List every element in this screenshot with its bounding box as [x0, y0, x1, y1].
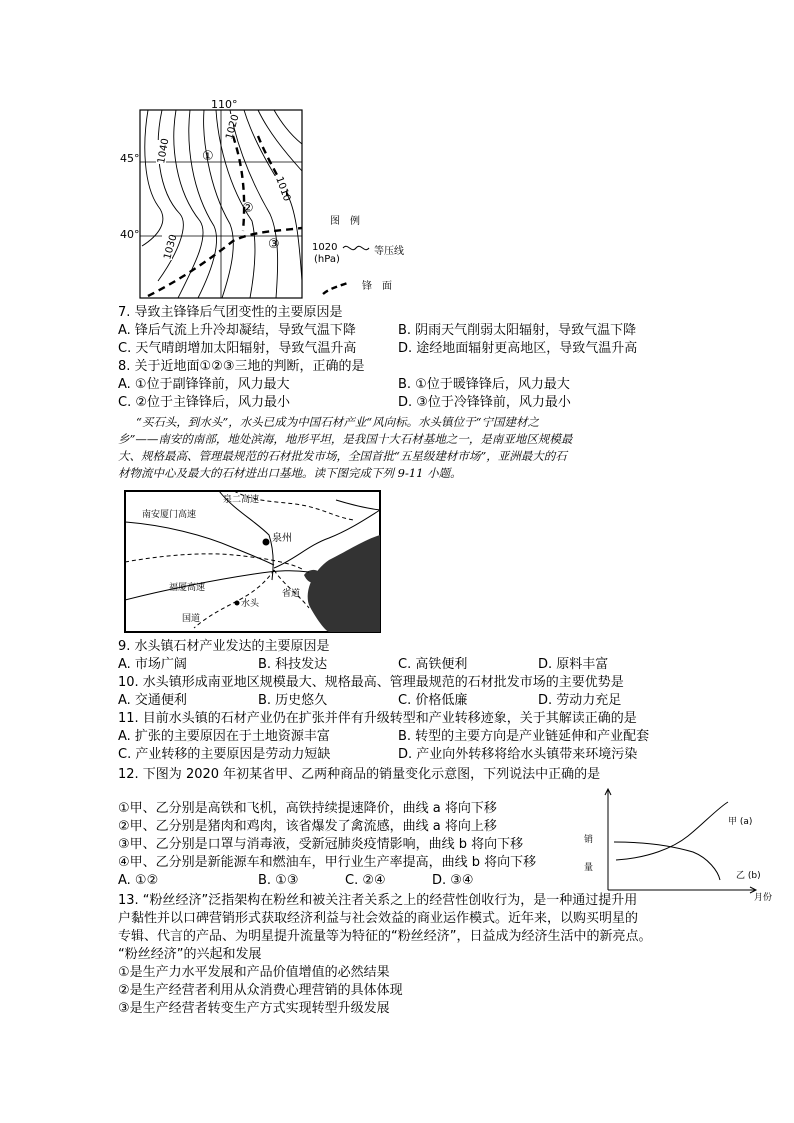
q10-option-c: C. 价格低廉	[398, 693, 468, 708]
shuitou-dot	[235, 601, 240, 606]
q7-option-a: A. 锋后气流上升冷却凝结，导致气温下降	[118, 323, 356, 338]
isobar-1040-label: 1040	[156, 137, 172, 165]
curve-a	[616, 802, 728, 860]
q13-line-4: “粉丝经济”的兴起和发展	[118, 947, 262, 962]
lat-40-label: 40°	[120, 228, 140, 241]
passage-line-3: 大、规格最高、管理最规范的石材批发市场，全国首批“五星级建材市场”，亚洲最大的石	[118, 449, 567, 463]
q12-option-b: B. ①③	[258, 873, 299, 888]
q12-option-c: C. ②④	[345, 873, 386, 888]
q7-option-d: D. 途经地面辐射更高地区，导致气温升高	[398, 341, 638, 356]
label-nan-xia-highway: 南安厦门高速	[142, 510, 197, 520]
isobar-1010-label: 1010	[273, 175, 293, 203]
longitude-label: 110°	[211, 98, 238, 111]
sales-chart	[578, 786, 778, 902]
legend-isobar-symbol	[343, 246, 369, 249]
q12-statement-1: ①甲、乙分别是高铁和飞机，高铁持续提速降价，曲线 a 将向下移	[118, 801, 497, 816]
label-provincial-road: 省道	[282, 589, 301, 599]
chart-ylabel-1: 销	[584, 835, 594, 845]
legend-isobar-text: 等压线	[374, 246, 404, 257]
q8-stem: 8. 关于近地面①②③三地的判断，正确的是	[118, 359, 365, 374]
q11-option-a: A. 扩张的主要原因在于土地资源丰富	[118, 729, 330, 744]
q12-statement-3: ③甲、乙分别是口罩与消毒液，受新冠肺炎疫情影响，曲线 b 将向下移	[118, 837, 524, 852]
q8-option-b: B. ①位于暖锋锋后，风力最大	[398, 377, 570, 392]
road-map-figure	[124, 490, 382, 634]
passage-line-2: 乡”——南安的南部，地处滨海，地形平坦，是我国十大石材基地之一，是南亚地区规模最	[118, 432, 573, 446]
curve-b-label: 乙 (b)	[736, 871, 761, 881]
q8-option-c: C. ②位于主锋锋后，风力最小	[118, 395, 290, 410]
label-shuitou: 水头	[241, 599, 260, 609]
q11-option-d: D. 产业向外转移将给水头镇带来环境污染	[398, 747, 638, 762]
q13-statement-3: ③是生产经营者转变生产方式实现转型升级发展	[118, 1001, 390, 1016]
q10-option-a: A. 交通便利	[118, 693, 187, 708]
q9-option-a: A. 市场广阔	[118, 657, 187, 672]
q13-line-3: 专辑、代言的产品、为明星提升流量等为特征的“粉丝经济”，日益成为经济生活中的新亮点。	[118, 929, 652, 944]
quanzhou-dot	[263, 539, 270, 546]
q12-statement-2: ②甲、乙分别是猪肉和鸡肉，该省爆发了禽流感，曲线 a 将向上移	[118, 819, 497, 834]
q12-option-a: A. ①②	[118, 873, 159, 888]
curve-a-label: 甲 (a)	[728, 817, 753, 827]
q11-option-b: B. 转型的主要方向是产业链延伸和产业配套	[398, 729, 650, 744]
main-front-line	[233, 136, 244, 231]
q13-statement-1: ①是生产力水平发展和产品价值增值的必然结果	[118, 965, 390, 980]
label-fu-xia-highway: 福厦高速	[169, 583, 206, 593]
q7-option-c: C. 天气晴朗增加太阳辐射，导致气温升高	[118, 341, 357, 356]
curve-b	[614, 842, 720, 880]
q9-option-c: C. 高铁便利	[398, 657, 468, 672]
q12-statement-4: ④甲、乙分别是新能源车和燃油车，甲行业生产率提高，曲线 b 将向下移	[118, 855, 537, 870]
q11-option-c: C. 产业转移的主要原因是劳动力短缺	[118, 747, 331, 762]
q9-option-d: D. 原料丰富	[538, 657, 609, 672]
q13-statement-2: ②是生产经营者利用从众消费心理营销的具体体现	[118, 983, 403, 998]
passage-line-1: “买石头，到水头”，水头已成为中国石材产业“风向标。水头镇位于“宁国建材之	[136, 415, 540, 429]
q12-option-d: D. ③④	[432, 873, 474, 888]
q8-option-d: D. ③位于冷锋锋前，风力最小	[398, 395, 571, 410]
label-quan-er-highway: 泉二高速	[223, 495, 260, 505]
q7-stem: 7. 导致主锋锋后气团变性的主要原因是	[118, 305, 343, 320]
legend-front-text: 锋 面	[362, 281, 392, 292]
legend-title: 图 例	[330, 216, 360, 227]
chart-ylabel-2: 量	[584, 863, 594, 873]
q13-line-2: 户黏性并以口碑营销形式获取经济利益与社会效益的商业运作模式。近年来，以购买明星的	[118, 911, 639, 926]
q7-option-b: B. 阴雨天气削弱太阳辐射，导致气温下降	[398, 323, 637, 338]
chart-xlabel: 月份	[754, 893, 773, 902]
point-2-marker: ②	[242, 201, 254, 216]
legend-isobar-unit: (hPa)	[314, 254, 340, 265]
lat-45-label: 45°	[120, 152, 140, 165]
point-1-marker: ①	[202, 149, 214, 164]
isobar-1020-label: 1020	[224, 113, 242, 141]
q9-stem: 9. 水头镇石材产业发达的主要原因是	[118, 639, 330, 654]
q8-option-a: A. ①位于副锋锋前，风力最大	[118, 377, 290, 392]
q11-stem: 11. 目前水头镇的石材产业仍在扩张并伴有升级转型和产业转移迹象，关于其解读正确的是	[118, 711, 637, 726]
q10-option-b: B. 历史悠久	[258, 693, 328, 708]
q13-line-1: 13. “粉丝经济”泛指架构在粉丝和被关注者关系之上的经营性创收行为，是一种通过提升用	[118, 893, 638, 908]
label-quanzhou: 泉州	[272, 533, 292, 544]
reading-passage	[118, 414, 670, 482]
passage-line-4: 材物流中心及最大的石材进出口基地。读下图完成下列 9-11 小题。	[118, 466, 462, 480]
legend-isobar-value: 1020	[312, 242, 338, 253]
q10-stem: 10. 水头镇形成南亚地区规模最大、规格最高、管理最规范的石材批发市场的主要优势是	[118, 675, 624, 690]
label-national-road: 国道	[182, 614, 201, 624]
q9-option-b: B. 科技发达	[258, 657, 328, 672]
q12-stem: 12. 下图为 2020 年初某省甲、乙两种商品的销量变化示意图，下列说法中正确的是	[118, 767, 601, 782]
q10-option-d: D. 劳动力充足	[538, 693, 622, 708]
weather-map-figure	[118, 96, 408, 302]
isobar-1030-label: 1030	[162, 233, 180, 261]
legend-front-symbol	[323, 282, 350, 294]
point-3-marker: ③	[268, 237, 280, 252]
